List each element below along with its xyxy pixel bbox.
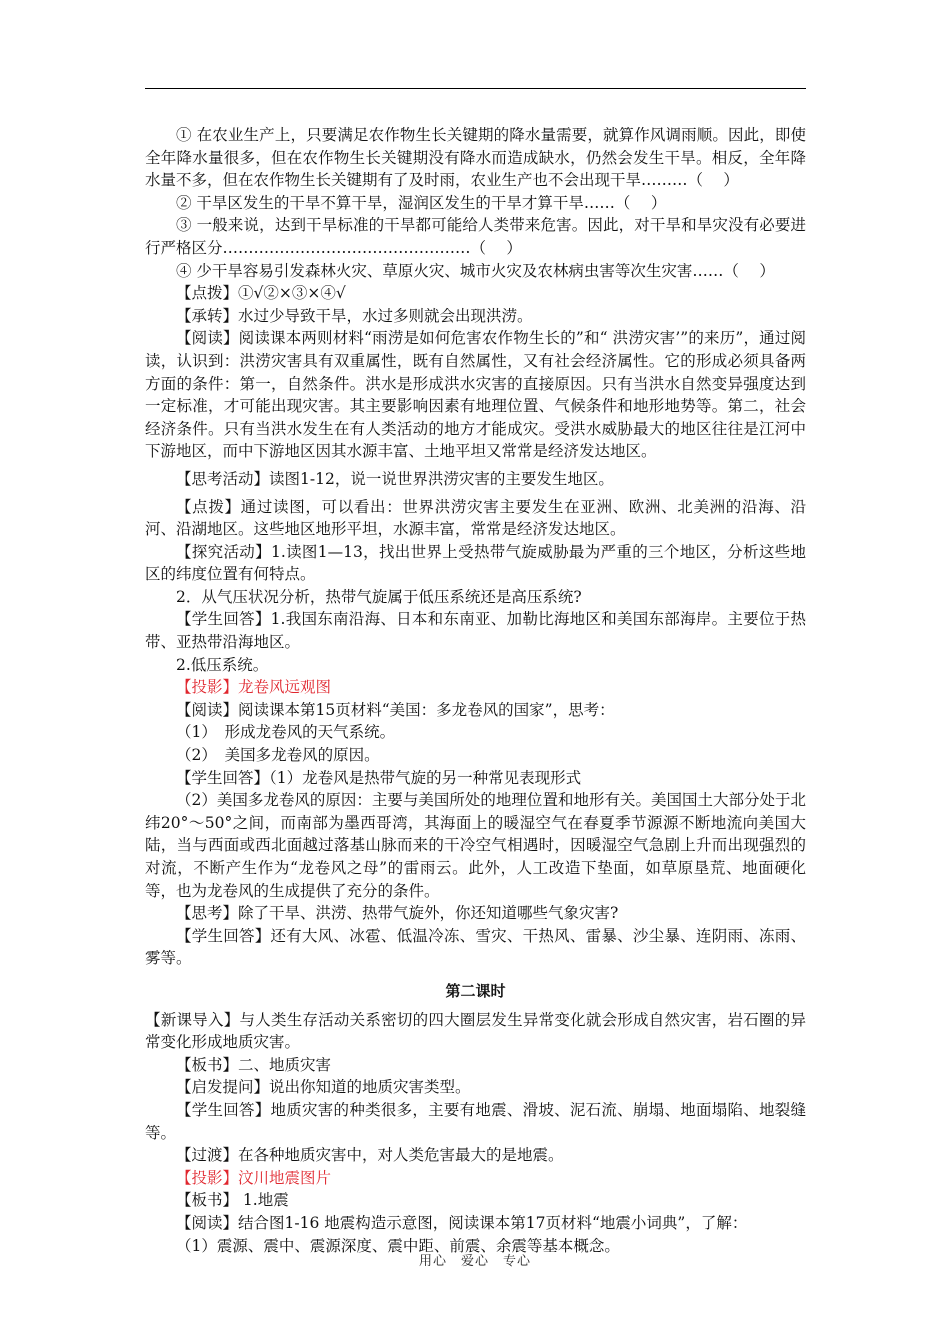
student-answer-geology: 【学生回答】地质灾害的种类很多，主要有地震、滑坡、泥石流、崩塌、地面塌陷、地裂缝等。 [145, 1100, 806, 1142]
exploration-activity: 【探究活动】1.读图1—13，找出世界上受热带气旋威胁最为严重的三个地区，分析这些地区的纬度位置有何特点。 [145, 542, 806, 584]
concept-list: （1）震源、震中、震源深度、震中距、前震、余震等基本概念。 [176, 1236, 620, 1255]
reading-earthquake: 【阅读】结合图1-16 地震构造示意图，阅读课本第17页材料“地震小词典”，了解： [176, 1213, 748, 1232]
hint-paragraph: 【点拨】通过读图，可以看出：世界洪涝灾害主要发生在亚洲、欧洲、北美洲的沿海、沿河、沿湖地区。这些地区地形平坦，水源丰富，常常是经济发达地区。 [145, 497, 806, 539]
prompt-question: 【启发提问】说出你知道的地质灾害类型。 [176, 1078, 471, 1097]
reading-item-1: （1） 形成龙卷风的天气系统。 [176, 723, 396, 742]
thinking-activity: 【思考活动】读图1-12，说一说世界洪涝灾害的主要发生地区。 [176, 469, 614, 488]
page-body [145, 124, 806, 1257]
question-2: ② 干旱区发生的干旱不算干旱，湿润区发生的干旱才算干旱……（ ） [176, 193, 667, 212]
section-title: 第二课时 [445, 981, 506, 1000]
projection-tornado: 【投影】龙卷风远观图 [176, 678, 332, 697]
question-3: ③ 一般来说，达到干旱标准的干旱都可能给人类带来危害。因此，对干旱和旱灾没有必要进行严格区分…………………………………………（ ） [145, 216, 806, 257]
student-answer-tornado-1: 【学生回答】（1）龙卷风是热带气旋的另一种常见表现形式 [176, 768, 582, 787]
page-footer: 用心 爱心 专心 [418, 1254, 531, 1269]
reading-item-2: （2） 美国多龙卷风的原因。 [176, 746, 380, 765]
new-lesson-intro: 【新课导入】与人类生存活动关系密切的四大圈层发生异常变化就会形成自然灾害，岩石圈的异常变化形成地质灾害。 [145, 1010, 806, 1052]
reading-tornado: 【阅读】阅读课本第15页材料“美国：多龙卷风的国家”，思考： [176, 700, 615, 719]
projection-wenchuan: 【投影】汶川地震图片 [176, 1168, 332, 1187]
student-answer-weather: 【学生回答】还有大风、冰雹、低温冷冻、雪灾、干热风、雷暴、沙尘暴、连阴雨、冻雨、雾等。 [145, 926, 806, 968]
board-earthquake: 【板书】 1.地震 [176, 1191, 289, 1210]
question-4: ④ 少干旱容易引发森林火灾、草原火灾、城市火灾及农林病虫害等次生灾害……（ ） [176, 261, 775, 280]
reading-paragraph: 【阅读】阅读课本两则材料“雨涝是如何危害农作物生长的”和“ 洪涝灾害’”的来历”，通过阅读，认识到：洪涝灾害具有双重属性，既有自然属性，又有社会经济属性。它的形成必须具备两方面的条件：第一，自然条件。洪水是形成洪水灾害的直接原因。只有当洪水自然变异强度达到一定标准，才可能出现灾害。其主要影响因素有地理位置、气候条件和地形地势等。第二，社会经济条件。只有当洪水发生在有人类活动的地方才能成灾。受洪水威胁最大的地区往往是江河中下游地区，而中下游地区因其水源丰富、土地平坦又常常是经济发达地区。 [145, 329, 806, 461]
question-1: ① 在农业生产上，只要满足农作物生长关键期的降水量需要，就算作风调雨顺。因此，即使全年降水量很多，但在农作物生长关键期没有降水而造成缺水，仍然会发生干旱。相反，全年降水量不多，但在农作物生长关键期有了及时雨，农业生产也不会出现干旱………（ ） [145, 126, 806, 190]
student-answer-1: 【学生回答】1.我国东南沿海、日本和东南亚、加勒比海地区和美国东部海岸。主要位于热带、亚热带沿海地区。 [145, 610, 806, 652]
board-heading: 【板书】二、地质灾害 [176, 1055, 332, 1074]
header-rule [145, 88, 806, 89]
thinking-question: 【思考】除了干旱、洪涝、热带气旋外，你还知道哪些气象灾害? [176, 904, 619, 923]
transition-earthquake: 【过渡】在各种地质灾害中，对人类危害最大的是地震。 [176, 1146, 564, 1165]
exploration-question-2: 2．从气压状况分析，热带气旋属于低压系统还是高压系统? [176, 587, 582, 606]
student-answer-2: 2.低压系统。 [176, 655, 269, 674]
student-answer-tornado-2: （2）美国多龙卷风的原因：主要与美国所处的地理位置和地形有关。美国国土大部分处于北纬20°～50°之间，而南部为墨西哥湾，其海面上的暖湿空气在春夏季节源源不断地流向美国大陆，当与西面或西北面越过落基山脉而来的干冷空气相遇时，因暖湿空气急剧上升而出现强烈的对流，不断产生作为“龙卷风之母”的雷雨云。此外，人工改造下垫面，如草原垦荒、地面硬化等，也为龙卷风的生成提供了充分的条件。 [145, 791, 806, 900]
transition-paragraph: 【承转】水过少导致干旱，水过多则就会出现洪涝。 [176, 306, 533, 325]
answer-key: 【点拨】①√②×③×④√ [176, 284, 346, 303]
